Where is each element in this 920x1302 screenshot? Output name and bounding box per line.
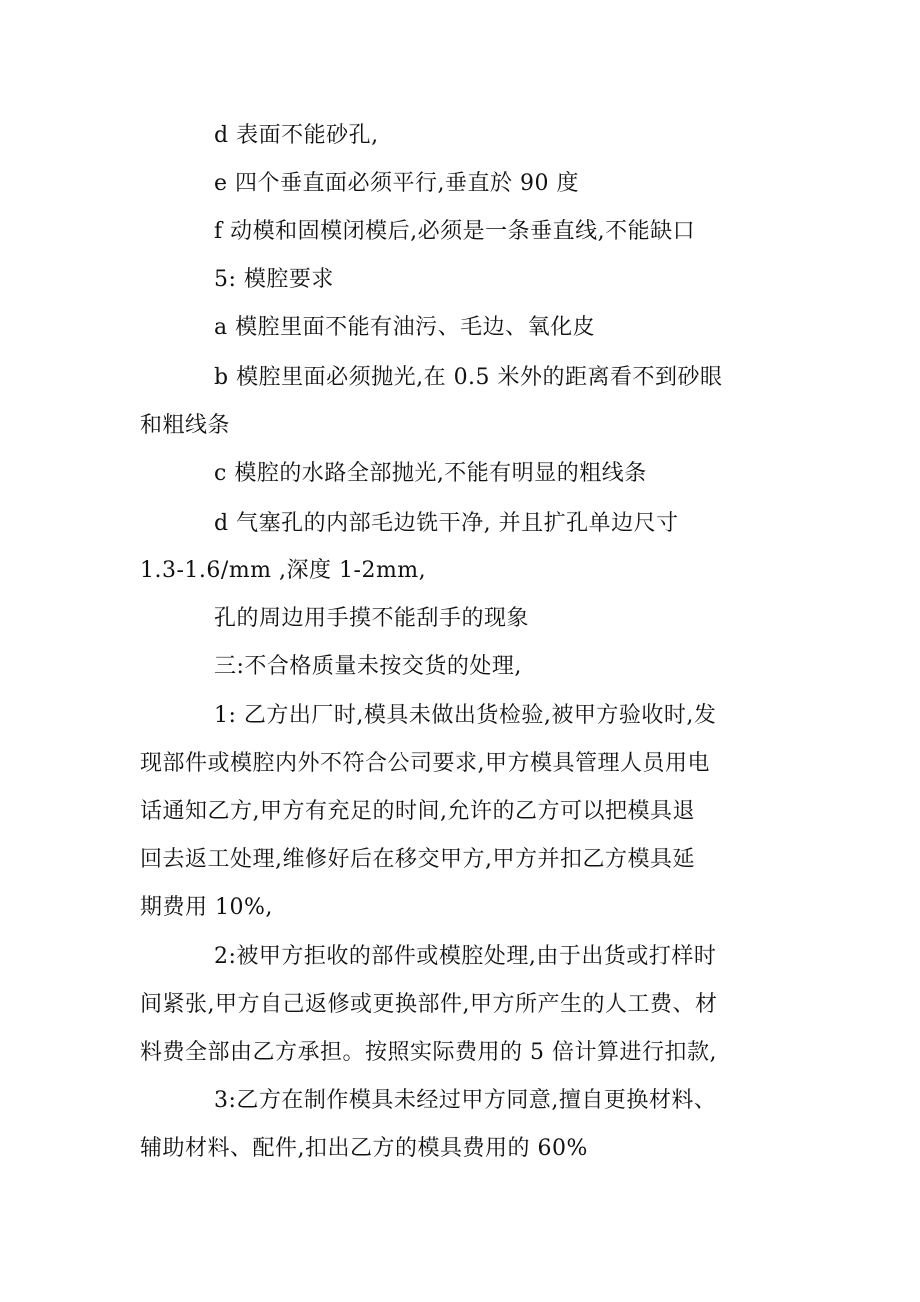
text-line: 和粗线条 xyxy=(140,413,231,438)
section-heading: 三:不合格质量未按交货的处理, xyxy=(214,654,522,679)
text-line: 1.3-1.6/mm ,深度 1-2mm, xyxy=(140,558,427,583)
text-line: 回去返工处理,维修好后在移交甲方,甲方并扣乙方模具延 xyxy=(140,847,695,872)
text-line: 2:被甲方拒收的部件或模腔处理,由于出货或打样时 xyxy=(214,944,717,969)
section-heading: 5: 模腔要求 xyxy=(214,267,334,292)
text-line: d 表面不能砂孔, xyxy=(214,123,379,148)
text-line: 间紧张,甲方自己返修或更换部件,甲方所产生的人工费、材 xyxy=(140,992,718,1017)
text-line: a 模腔里面不能有油污、毛边、氧化皮 xyxy=(214,315,596,340)
text-line: 料费全部由乙方承担。按照实际费用的 5 倍计算进行扣款, xyxy=(140,1040,717,1065)
text-line: 现部件或模腔内外不符合公司要求,甲方模具管理人员用电 xyxy=(140,751,710,776)
text-line: f 动模和固模闭模后,必须是一条垂直线,不能缺口 xyxy=(214,219,696,244)
text-line: 期费用 10%, xyxy=(140,895,273,920)
text-line: 1: 乙方出厂时,模具未做出货检验,被甲方验收时,发 xyxy=(214,703,717,728)
text-line: 话通知乙方,甲方有充足的时间,允许的乙方可以把模具退 xyxy=(140,799,695,824)
text-line: e 四个垂直面必须平行,垂直於 90 度 xyxy=(214,171,579,196)
text-line: 3:乙方在制作模具未经过甲方同意,擅自更换材料、 xyxy=(214,1088,717,1113)
text-line: c 模腔的水路全部抛光,不能有明显的粗线条 xyxy=(214,461,647,486)
text-line: 孔的周边用手摸不能刮手的现象 xyxy=(214,606,530,631)
text-line: d 气塞孔的内部毛边铣干净, 并且扩孔单边尺寸 xyxy=(214,511,679,536)
text-line: b 模腔里面必须抛光,在 0.5 米外的距离看不到砂眼 xyxy=(214,365,723,390)
text-line: 辅助材料、配件,扣出乙方的模具费用的 60% xyxy=(140,1136,588,1161)
